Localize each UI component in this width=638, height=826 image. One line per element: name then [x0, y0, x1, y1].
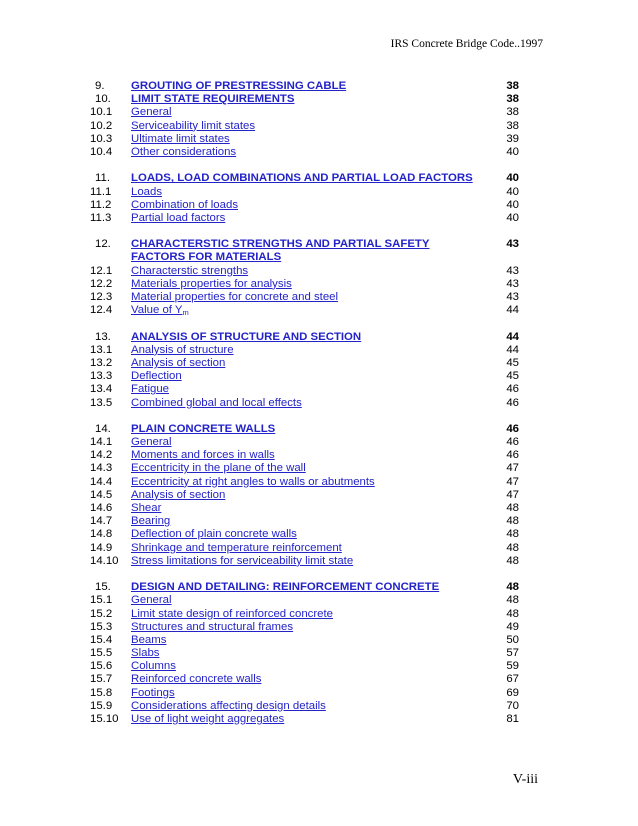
toc-entry-link[interactable]	[131, 542, 342, 555]
page-ref: 44	[506, 330, 519, 343]
section-number: 10.	[95, 93, 111, 106]
table-of-contents	[0, 80, 638, 739]
toc-entry-link[interactable]	[131, 146, 236, 159]
toc-entry	[0, 357, 638, 370]
toc-entry	[0, 304, 638, 317]
toc-entry-link[interactable]	[131, 397, 302, 410]
toc-entry	[0, 199, 638, 212]
page-ref: 48	[506, 554, 519, 567]
toc-entry-title: Fatigue	[131, 383, 169, 396]
page-ref: 70	[506, 699, 519, 712]
toc-entry	[0, 462, 638, 475]
page-ref: 81	[506, 713, 519, 725]
toc-entry	[0, 449, 638, 462]
toc-entry-link[interactable]	[131, 608, 333, 621]
section-number: 12.4	[90, 304, 113, 317]
toc-entry-link[interactable]	[131, 594, 172, 607]
toc-entry-link[interactable]	[131, 581, 439, 594]
page-ref: 48	[506, 581, 519, 594]
toc-entry-link[interactable]	[131, 502, 161, 515]
toc-entry-link[interactable]	[131, 647, 160, 660]
toc-entry-title: Use of light weight aggregates	[131, 713, 285, 725]
page-ref: 47	[506, 475, 519, 488]
section-number: 10.1	[90, 106, 113, 119]
toc-entry	[0, 291, 638, 304]
toc-entry	[0, 594, 638, 607]
toc-entry-title: Slabs	[131, 647, 160, 660]
toc-entry-link[interactable]	[131, 555, 353, 568]
toc-entry-title: FACTORS FOR MATERIALS	[131, 251, 282, 264]
toc-entry-link[interactable]	[131, 449, 275, 462]
toc-entry-link[interactable]	[131, 291, 338, 304]
page-ref: 43	[506, 238, 519, 251]
page-ref: 67	[506, 673, 519, 686]
page-ref: 47	[506, 488, 519, 501]
toc-entry-title: Material properties for concrete and steel	[131, 291, 339, 303]
toc-entry-title: Deflection of plain concrete walls	[131, 528, 297, 541]
toc-entry	[0, 397, 638, 410]
toc-section	[0, 581, 638, 726]
toc-entry-title: GROUTING OF PRESTRESSING CABLE	[131, 80, 347, 92]
page-ref: 45	[506, 370, 519, 383]
section-number: 15.1	[90, 594, 113, 607]
page-ref: 46	[506, 396, 519, 409]
toc-section	[0, 172, 638, 225]
section-number: 13.4	[90, 383, 113, 396]
toc-entry-link[interactable]	[131, 700, 326, 713]
section-number: 12.1	[90, 264, 113, 277]
toc-entry-link[interactable]	[131, 186, 162, 199]
page-ref: 50	[506, 633, 519, 646]
section-number: 15.	[95, 581, 111, 594]
page-ref: 44	[506, 304, 519, 317]
toc-entry-title: CHARACTERSTIC STRENGTHS AND PARTIAL SAFETY	[131, 238, 430, 251]
toc-entry-title: Columns	[131, 660, 176, 673]
section-number: 14.10	[90, 554, 119, 567]
page-ref: 38	[506, 93, 519, 106]
section-number: 14.3	[90, 462, 113, 475]
section-number: 14.4	[90, 475, 113, 488]
toc-entry-title: Other considerations	[131, 145, 237, 158]
toc-entry-link[interactable]	[131, 120, 255, 133]
toc-entry-title: Analysis of structure	[131, 343, 234, 356]
toc-entry-title: Value of Y	[131, 304, 183, 317]
toc-entry	[0, 265, 638, 278]
toc-entry-link[interactable]	[131, 673, 261, 686]
toc-entry	[0, 172, 638, 185]
toc-entry	[0, 370, 638, 383]
section-number: 13.2	[90, 356, 113, 369]
toc-entry	[0, 673, 638, 686]
toc-entry-link[interactable]	[131, 423, 275, 436]
section-number: 14.	[95, 422, 111, 435]
toc-entry-title: Combined global and local effects	[131, 396, 302, 409]
toc-entry-link[interactable]	[131, 251, 281, 264]
toc-entry-link[interactable]	[131, 634, 166, 647]
page-ref: 40	[506, 145, 519, 158]
toc-entry-link[interactable]	[131, 515, 170, 528]
page-ref: 44	[506, 343, 519, 356]
toc-entry	[0, 647, 638, 660]
toc-entry-title: Serviceability limit states	[131, 119, 256, 132]
page-ref: 48	[506, 515, 519, 528]
section-number: 14.2	[90, 449, 113, 462]
section-number: 12.	[95, 238, 111, 251]
section-number: 12.3	[90, 291, 113, 303]
page-ref: 43	[506, 291, 519, 303]
section-number: 15.4	[90, 633, 113, 646]
toc-entry	[0, 146, 638, 159]
toc-entry-link[interactable]	[131, 199, 238, 212]
toc-entry	[0, 555, 638, 568]
section-number: 11.2	[90, 198, 112, 211]
toc-entry-title: Footings	[131, 686, 175, 699]
page-ref: 47	[506, 462, 519, 475]
toc-entry-title: LOADS, LOAD COMBINATIONS AND PARTIAL LOAD FACTORS	[131, 172, 473, 185]
title-subscript: m	[182, 308, 189, 318]
toc-entry-title: Analysis of section	[131, 488, 226, 501]
toc-entry-title: Shrinkage and temperature reinforcement	[131, 541, 342, 554]
toc-entry-link[interactable]	[131, 80, 346, 93]
section-number: 14.5	[90, 488, 113, 501]
page-ref: 48	[506, 607, 519, 620]
section-number: 10.2	[90, 119, 113, 132]
toc-entry-link[interactable]	[131, 383, 169, 396]
toc-entry	[0, 634, 638, 647]
toc-entry-link[interactable]	[131, 489, 225, 502]
toc-entry	[0, 133, 638, 146]
page-ref: 43	[506, 264, 519, 277]
toc-entry-title: Partial load factors	[131, 211, 226, 224]
page-ref: 38	[506, 106, 519, 119]
page-ref: 46	[506, 449, 519, 462]
toc-entry-link[interactable]	[131, 344, 234, 357]
page-number: V-iii	[512, 772, 538, 787]
toc-entry-link[interactable]	[131, 528, 297, 541]
toc-entry-title: PLAIN CONCRETE WALLS	[131, 422, 276, 435]
toc-section	[0, 423, 638, 568]
section-number: 10.4	[90, 145, 113, 158]
page-ref: 40	[506, 198, 519, 211]
toc-entry-link[interactable]	[131, 106, 172, 119]
toc-entry	[0, 515, 638, 528]
toc-entry-title: General	[131, 594, 172, 607]
section-number: 13.	[95, 330, 111, 343]
toc-entry-title: Beams	[131, 633, 167, 646]
toc-entry-title: Considerations affecting design details	[131, 699, 326, 712]
section-number: 14.6	[90, 502, 113, 514]
toc-entry	[0, 528, 638, 541]
section-number: 14.7	[90, 515, 113, 528]
section-number: 13.3	[90, 370, 113, 383]
page-ref: 38	[506, 119, 519, 132]
toc-entry-link[interactable]	[131, 93, 294, 106]
toc-entry-title: Reinforced concrete walls	[131, 673, 262, 686]
toc-entry-link[interactable]	[131, 357, 225, 370]
section-number: 10.3	[90, 132, 113, 145]
toc-entry-title: Deflection	[131, 370, 182, 383]
toc-entry-title: Structures and structural frames	[131, 620, 294, 633]
toc-entry-link[interactable]	[131, 331, 361, 344]
section-number: 9.	[95, 80, 105, 92]
toc-entry	[0, 436, 638, 449]
toc-entry-title: Analysis of section	[131, 356, 226, 369]
section-number: 15.2	[90, 607, 113, 620]
page-ref: 39	[506, 132, 519, 145]
toc-section	[0, 80, 638, 159]
page-ref: 46	[506, 383, 519, 396]
toc-entry-title: Loads	[131, 185, 163, 198]
page-ref: 59	[506, 660, 519, 673]
toc-entry	[0, 93, 638, 106]
toc-entry-title: General	[131, 106, 172, 119]
toc-entry	[0, 502, 638, 515]
section-number: 15.6	[90, 660, 113, 673]
toc-entry-title: Characterstic strengths	[131, 264, 249, 277]
toc-entry	[0, 581, 638, 594]
toc-entry-link[interactable]	[131, 621, 293, 634]
toc-entry-title: Bearing	[131, 515, 171, 528]
toc-entry-link[interactable]	[131, 238, 429, 251]
toc-entry	[0, 238, 638, 251]
toc-entry-title: Limit state design of reinforced concrete	[131, 607, 333, 620]
toc-entry-title: ANALYSIS OF STRUCTURE AND SECTION	[131, 330, 362, 343]
toc-entry-link[interactable]	[131, 212, 225, 225]
toc-entry	[0, 423, 638, 436]
section-number: 13.5	[90, 396, 113, 409]
page-ref: 48	[506, 541, 519, 554]
toc-entry-title: General	[131, 436, 172, 449]
section-number: 14.9	[90, 541, 113, 554]
toc-entry-link[interactable]	[131, 304, 189, 319]
section-number: 12.2	[90, 277, 113, 290]
toc-entry-link[interactable]	[131, 265, 248, 278]
section-number: 15.7	[90, 673, 113, 686]
toc-entry	[0, 331, 638, 344]
page-ref: 57	[506, 647, 519, 660]
page-ref: 49	[506, 620, 519, 633]
toc-entry	[0, 344, 638, 357]
toc-entry-link[interactable]	[131, 462, 306, 475]
page-ref: 48	[506, 528, 519, 541]
toc-entry	[0, 251, 638, 264]
toc-entry-title: Shear	[131, 502, 162, 514]
toc-entry	[0, 186, 638, 199]
section-number: 11.1	[90, 185, 112, 198]
toc-entry-title: LIMIT STATE REQUIREMENTS	[131, 93, 295, 106]
toc-entry	[0, 621, 638, 634]
toc-entry	[0, 383, 638, 396]
toc-entry-title: Stress limitations for serviceability limit state	[131, 554, 354, 567]
toc-entry-link[interactable]	[131, 713, 284, 726]
section-number: 14.1	[90, 436, 113, 449]
toc-section	[0, 238, 638, 317]
page-ref: 45	[506, 356, 519, 369]
toc-entry	[0, 106, 638, 119]
section-number: 15.9	[90, 699, 113, 712]
toc-entry-title: Moments and forces in walls	[131, 449, 275, 462]
toc-entry	[0, 476, 638, 489]
toc-entry-link[interactable]	[131, 660, 176, 673]
toc-entry-link[interactable]	[131, 133, 230, 146]
toc-entry	[0, 212, 638, 225]
toc-entry	[0, 660, 638, 673]
section-number: 15.10	[90, 713, 119, 725]
page-ref: 69	[506, 686, 519, 699]
toc-entry	[0, 687, 638, 700]
toc-entry	[0, 278, 638, 291]
page-ref: 40	[506, 172, 519, 185]
section-number: 15.8	[90, 686, 113, 699]
toc-entry-link[interactable]	[131, 476, 375, 489]
page-ref: 38	[506, 80, 519, 92]
toc-entry-link[interactable]	[131, 278, 292, 291]
toc-entry-link[interactable]	[131, 370, 182, 383]
running-header: IRS Concrete Bridge Code..1997	[390, 38, 543, 50]
toc-section	[0, 331, 638, 410]
section-number: 11.3	[90, 211, 112, 224]
toc-entry	[0, 700, 638, 713]
toc-entry-link[interactable]	[131, 436, 172, 449]
toc-entry	[0, 80, 638, 93]
toc-entry-title: Combination of loads	[131, 198, 239, 211]
toc-entry	[0, 542, 638, 555]
page-ref: 46	[506, 422, 519, 435]
page-ref: 48	[506, 594, 519, 607]
toc-entry-title: Eccentricity at right angles to walls or abutments	[131, 475, 375, 488]
page-ref: 46	[506, 436, 519, 449]
section-number: 15.5	[90, 647, 113, 660]
page-ref: 43	[506, 277, 519, 290]
toc-entry-title: Eccentricity in the plane of the wall	[131, 462, 306, 475]
toc-entry-link[interactable]	[131, 172, 473, 185]
toc-entry-title: Ultimate limit states	[131, 132, 230, 145]
toc-entry	[0, 489, 638, 502]
page-ref: 48	[506, 502, 519, 514]
toc-entry	[0, 713, 638, 726]
toc-entry-link[interactable]	[131, 687, 175, 700]
section-number: 15.3	[90, 620, 113, 633]
section-number: 13.1	[90, 343, 113, 356]
toc-entry-title: Materials properties for analysis	[131, 277, 292, 290]
section-number: 11.	[95, 172, 110, 185]
toc-entry	[0, 120, 638, 133]
toc-entry-title: DESIGN AND DETAILING: REINFORCEMENT CONCRETE	[131, 581, 440, 594]
toc-entry	[0, 608, 638, 621]
page-ref: 40	[506, 211, 519, 224]
section-number: 14.8	[90, 528, 113, 541]
page-ref: 40	[506, 185, 519, 198]
